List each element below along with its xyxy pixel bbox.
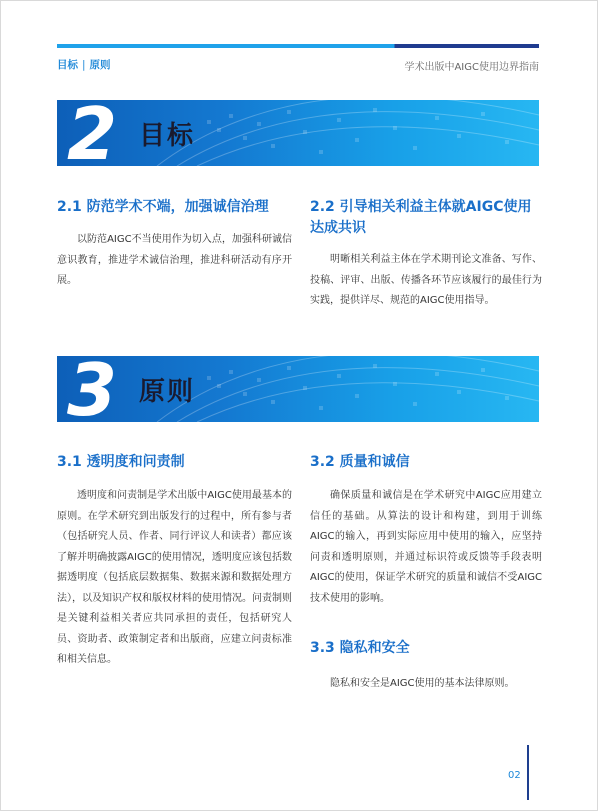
section-banner-principles <box>57 356 539 422</box>
paragraph-2-2: 明晰相关利益主体在学术期刊论文准备、写作、投稿、评审、出版、传播各环节应该履行的最佳行为实践，提供详尽、规范的AIGC使用指导。 <box>310 254 542 306</box>
banner-title: 原则 <box>139 377 196 407</box>
banner-title: 目标 <box>139 121 196 151</box>
banner-number: 2 <box>67 100 118 166</box>
paragraph-3-3: 隐私和安全是AIGC使用的基本法律原则。 <box>330 678 515 689</box>
header-separator: | <box>82 59 86 71</box>
heading-3-3: 3.3 隐私和安全 <box>310 640 410 656</box>
running-header-section <box>57 57 111 72</box>
paragraph-3-2: 确保质量和诚信是在学术研究中AIGC应用建立信任的基础。从算法的设计和构建，到用于训练AIGC的输入，再到实际应用中使用的输入，应坚持问责和透明原则，并通过标识符或反馈等手段表明AIGC的使用，保证学术研究的质量和诚信不受AIGC技术使用的影响。 <box>310 490 542 604</box>
footer-rule <box>527 745 529 800</box>
banner-pattern <box>57 100 539 166</box>
heading-2-2: 2.2 引导相关利益主体就AIGC使用达成共识 <box>310 199 532 236</box>
running-header-title: 学术出版中AIGC使用边界指南 <box>404 62 539 73</box>
paragraph-2-1: 以防范AIGC不当使用作为切入点，加强科研诚信意识教育，推进学术诚信治理，推进科研活动有序开展。 <box>57 234 292 286</box>
page-number: 02 <box>508 770 521 781</box>
header-section-goal: 目标 <box>57 59 78 71</box>
banner-number: 3 <box>67 356 118 422</box>
section-banner-goals <box>57 100 539 166</box>
heading-3-2: 3.2 质量和诚信 <box>310 454 410 470</box>
heading-2-1: 2.1 防范学术不端，加强诚信治理 <box>57 199 269 215</box>
top-accent-bar <box>57 44 539 48</box>
header-section-principle: 原则 <box>89 59 111 71</box>
heading-3-1: 3.1 透明度和问责制 <box>57 454 185 470</box>
banner-pattern <box>57 356 539 422</box>
paragraph-3-1: 透明度和问责制是学术出版中AIGC使用最基本的原则。在学术研究到出版发行的过程中，所有参与者（包括研究人员、作者、同行评议人和读者）都应该了解并明确披露AIGC的使用情况，透明度应该包括数据透明度（包括底层数据集、数据来源和数据处理方法），以及知识产权和版权材料的使用情况。问责制则是关键利益相关者应共同承担的责任，包括研究人员、资助者、政策制定者和出版商，应建立问责标准和相关信息。 <box>57 490 292 665</box>
